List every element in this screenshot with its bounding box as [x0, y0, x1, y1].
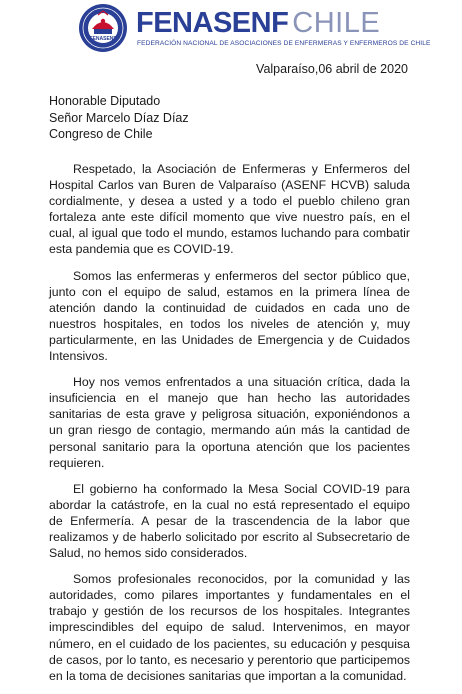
letter-date: Valparaíso,06 abril de 2020: [256, 62, 408, 76]
brand-main: FENASENF: [136, 7, 289, 39]
paragraph-5: Somos profesionales reconocidos, por la comunidad y las autoridades, como pilares importantes y fundamentales en el trabajo y gestión de los recursos de los hospitales. Integrantes imprescindibles del equipo de salud. Intervenimos, en mayor número, en el cuidado de los pacientes, su educación y pesquisa de casos, por lo tanto, es necesario y perentorio que participemos en la toma de decisiones sanitarias que importan a la comunidad.: [49, 572, 410, 683]
brand-name: [136, 8, 380, 38]
paragraph-3: Hoy nos vemos enfrentados a una situación crítica, dada la insuficiencia en el manejo que han hecho las autoridades sanitarias de esta grave y peligrosa situación, exponiéndonos a un gran riesgo de contagio, mermando aún más la cantidad de personal sanitario para la oportuna atención que los pacientes requieren.: [49, 375, 410, 470]
fenasenf-seal-icon: [78, 3, 128, 53]
paragraph-2: Somos las enfermeras y enfermeros del sector público que, junto con el equipo de salud, estamos en la primera línea de atención dando la continuidad de cuidados en cada uno de nuestros hospitales, en todos los niveles de atención y, muy particularmente, en las Unidades de Emergencia y de Cuidados Intensivos.: [49, 268, 410, 364]
letter-body: [49, 161, 410, 694]
addressee-line-3: Congreso de Chile: [49, 127, 153, 141]
paragraph-1: Respetado, la Asociación de Enfermeras y Enfermeros del Hospital Carlos van Buren de Valparaíso (ASENF HCVB) saluda cordialmente, y desea a usted y a todo el pueblo chileno gran fortaleza ante este difícil momento que vive nuestro país, en el cual, al igual que todo el mundo, estamos luchando para combatir esta pandemia que es COVID-19.: [49, 162, 410, 257]
brand-country: CHILE: [292, 7, 381, 39]
addressee-block: [49, 93, 189, 143]
brand-subtitle: FEDERACIÓN NACIONAL DE ASOCIACIONES DE ENFERMERAS Y ENFERMEROS DE CHILE: [137, 40, 431, 47]
paragraph-4: El gobierno ha conformado la Mesa Social COVID-19 para abordar la catástrofe, en la cual no está representado el equipo de Enfermería. A pesar de la trascendencia de la labor que realizamos y de haberlo solicitado por escrito al Subsecretario de Salud, no hemos sido considerados.: [49, 481, 410, 561]
seal-text: FENASENF: [89, 36, 117, 42]
letterhead: [0, 0, 462, 60]
addressee-line-1: Honorable Diputado: [49, 94, 161, 108]
addressee-line-2: Señor Marcelo Díaz Díaz: [49, 110, 189, 125]
